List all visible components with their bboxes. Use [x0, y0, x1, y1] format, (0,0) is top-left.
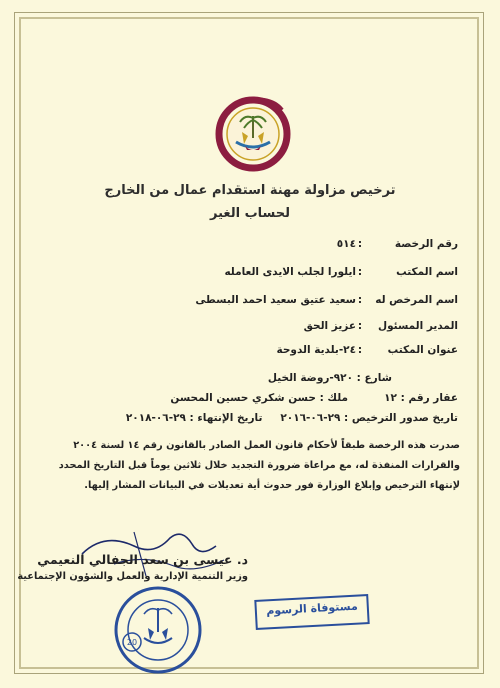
street-line: شارع : ٩٢٠-روضة الخيل: [267, 372, 392, 384]
expiry-date: تاريخ الإنتهاء : ٢٩-٠٦-٢٠١٨: [125, 412, 263, 424]
field-row: [40, 320, 458, 340]
ministry-seal-icon: [112, 584, 204, 676]
field-row: [40, 238, 458, 258]
field-row: [40, 266, 458, 286]
field-row: [40, 344, 458, 364]
legal-text-line: صدرت هذه الرخصة طبقاً لأحكام قانون العمل الصادر بالقانون رقم ١٤ لسنة ٢٠٠٤: [73, 440, 460, 451]
dates-row: [30, 412, 458, 432]
field-separator: :: [357, 320, 363, 332]
field-separator: :: [357, 266, 363, 278]
field-separator: :: [357, 238, 363, 250]
license-subtitle: لحساب الغير: [209, 206, 291, 221]
field-label: عنوان المكتب: [387, 344, 458, 356]
fees-paid-stamp-text: مستوفاة الرسوم: [265, 599, 359, 618]
issue-date: تاريخ صدور الترخيص : ٢٩-٠٦-٢٠١٦: [280, 412, 458, 424]
field-separator: :: [357, 344, 363, 356]
signatory-block: [17, 552, 248, 582]
signatory-name: د. عيسى بن سعد الجفالي النعيمي: [37, 552, 248, 567]
field-value: عزيز الحق: [303, 320, 356, 332]
property-number: عقار رقم : ١٢: [384, 392, 458, 404]
field-separator: :: [357, 294, 363, 306]
license-title: ترخيص مزاولة مهنة استقدام عمال من الخارج: [104, 183, 396, 198]
field-value: سعيد عتيق سعيد احمد البسطى: [195, 294, 356, 306]
field-value: ايلورا لجلب الايدى العامله: [224, 266, 356, 278]
legal-text: [40, 436, 460, 496]
field-row: [40, 294, 458, 314]
state-emblem-icon: [212, 92, 294, 172]
svg-text:20: 20: [126, 638, 138, 647]
field-value: ٢٤-بلدية الدوحة: [276, 344, 356, 356]
field-label: اسم المكتب: [396, 266, 458, 278]
legal-text-line: لإنتهاء الترخيص وإبلاغ الوزارة فور حدوث أية تعديلات في البيانات المشار إليها.: [84, 480, 460, 491]
legal-text-line: والقرارات المنفذة له، مع مراعاة ضرورة التجديد خلال ثلاثين يوماً قبل التاريخ المحدد: [58, 460, 460, 471]
field-label: اسم المرخص له: [375, 294, 458, 306]
owner-line: ملك : حسن شكري حسين المحسن: [170, 392, 348, 404]
field-label: رقم الرخصة: [394, 238, 458, 250]
field-label: المدير المسئول: [377, 320, 458, 332]
field-value: ٥١٤: [336, 238, 356, 250]
signatory-title: وزير التنمية الإدارية والعمل والشؤون الإجتماعية: [17, 571, 248, 582]
